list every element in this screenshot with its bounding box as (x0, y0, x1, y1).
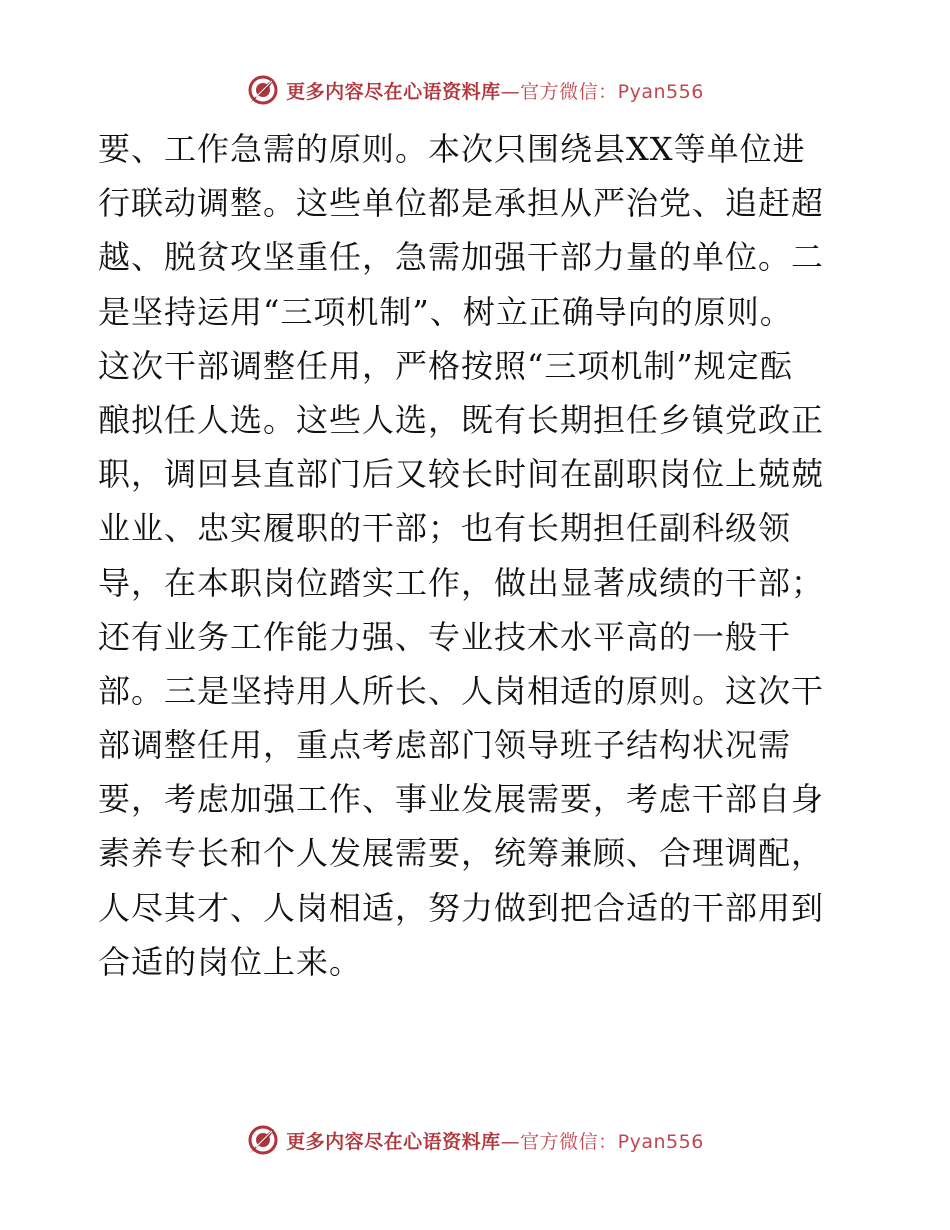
body-text-line: 部。三是坚持用人所长、人岗相适的原则。这次干 (98, 671, 825, 710)
body-text-line: 越、脱贫攻坚重任，急需加强干部力量的单位。二 (98, 238, 825, 277)
header-banner (0, 70, 950, 110)
header-text (286, 77, 704, 104)
quill-pen-seal-icon (246, 73, 280, 107)
body-text-line: 素养专长和个人发展需要，统筹兼顾、合理调配， (98, 834, 825, 873)
footer-lead: 更多内容尽在心语资料库 (286, 1130, 501, 1153)
body-text-line: 合适的岗位上来。 (98, 942, 363, 981)
footer-text (286, 1127, 704, 1154)
body-text-line: 业业、忠实履职的干部；也有长期担任副科级领 (98, 509, 792, 548)
body-text-line: 职，调回县直部门后又较长时间在副职岗位上兢兢 (98, 455, 825, 494)
body-text-line: 这次干部调整任用，严格按照“三项机制”规定酝 (98, 346, 793, 385)
header-dash: — (500, 80, 521, 103)
body-text-line: 行联动调整。这些单位都是承担从严治党、追赶超 (98, 184, 825, 223)
body-text-line: 是坚持运用“三项机制”、树立正确导向的原则。 (98, 292, 793, 331)
footer-banner (0, 1120, 950, 1160)
body-text-line: 还有业务工作能力强、专业技术水平高的一般干 (98, 617, 792, 656)
body-text-line: 导，在本职岗位踏实工作，做出显著成绩的干部； (98, 563, 825, 602)
quill-pen-seal-icon (246, 1123, 280, 1157)
body-text-line: 人尽其才、人岗相适，努力做到把合适的干部用到 (98, 888, 825, 927)
body-text-line: 部调整任用，重点考虑部门领导班子结构状况需 (98, 726, 792, 765)
footer-contact: 官方微信：Pyan556 (520, 1130, 704, 1153)
body-text-line: 酿拟任人选。这些人选，既有长期担任乡镇党政正 (98, 400, 825, 439)
header-lead: 更多内容尽在心语资料库 (286, 80, 501, 103)
body-text-line: 要，考虑加强工作、事业发展需要，考虑干部自身 (98, 780, 825, 819)
body-text-line: 要、工作急需的原则。本次只围绕县XX等单位进 (98, 130, 806, 168)
header-contact: 官方微信：Pyan556 (520, 80, 704, 103)
footer-dash: — (500, 1130, 521, 1153)
document-body (98, 122, 850, 989)
